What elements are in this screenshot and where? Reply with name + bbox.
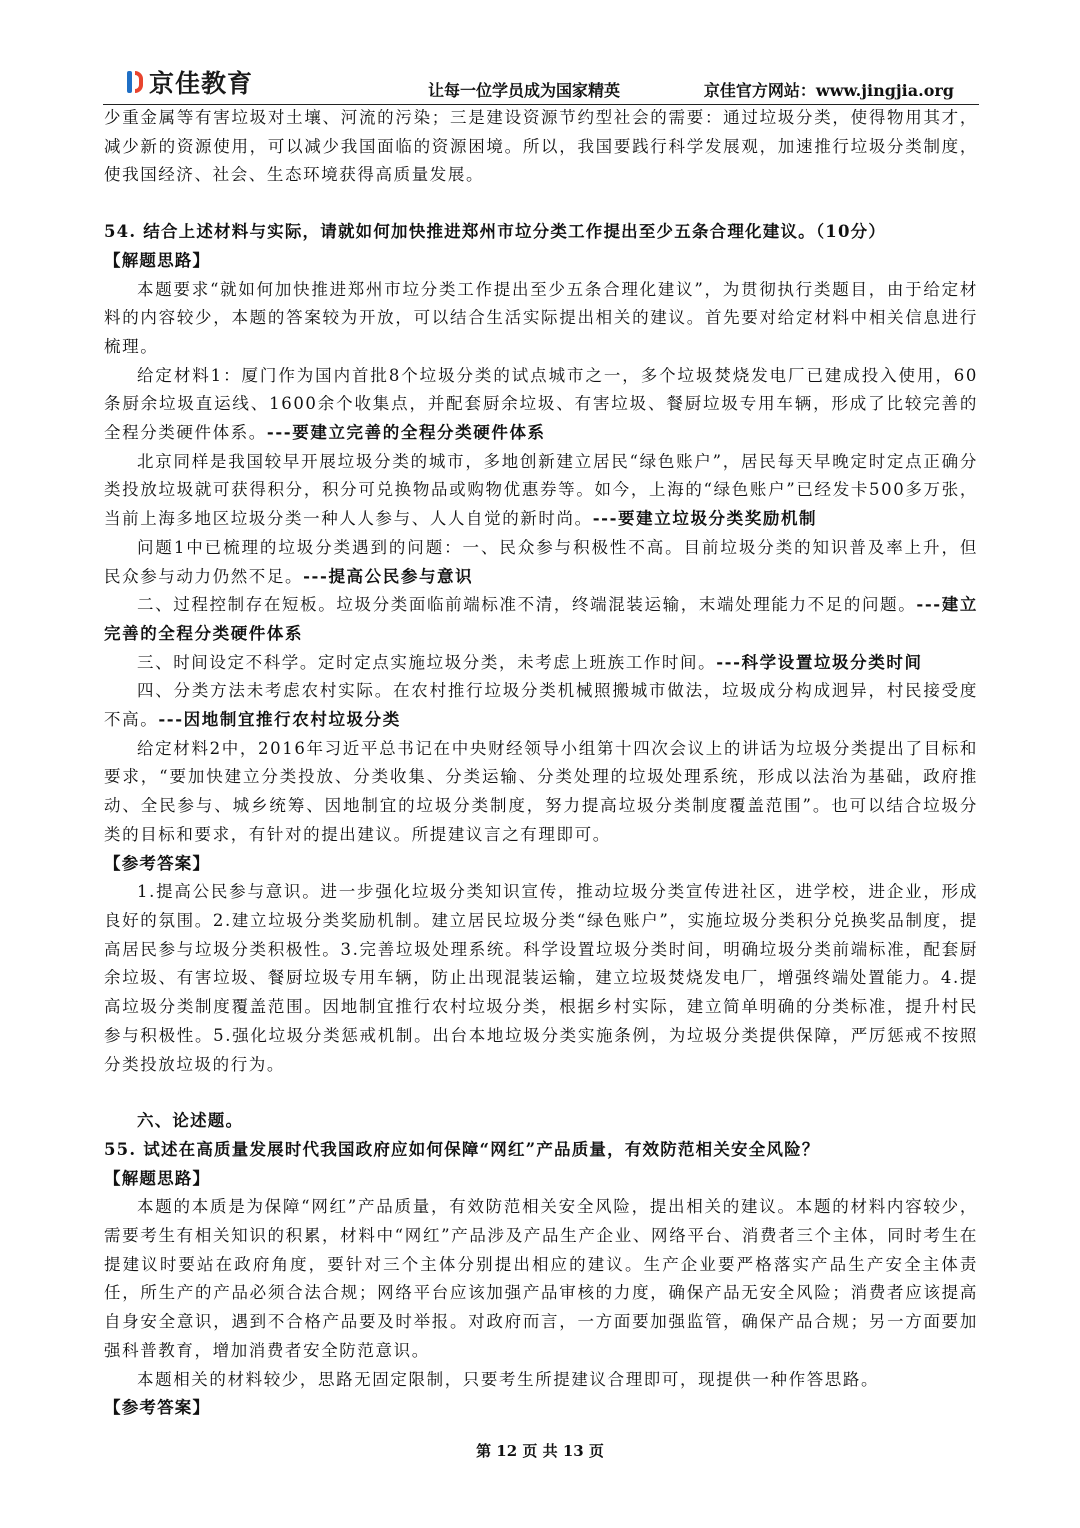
logo-mark-icon bbox=[125, 69, 145, 95]
q55-paragraph-2: 本题相关的材料较少，思路无固定限制，只要考生所提建议合理即可，现提供一种作答思路。 bbox=[137, 1369, 880, 1389]
header-website: 京佳官方网站：www.jingjia.org bbox=[703, 81, 954, 100]
q55-answer-label: 【参考答案】 bbox=[104, 1398, 211, 1418]
q54-paragraph-3: 北京同样是我国较早开展垃圾分类的城市，多地创新建立居民“绿色账户”，居民每天早晚定时定点正确分类投放垃圾就可获得积分，积分可兑换物品或购物优惠券等。如今，上海的“绿色账户”已经发卡500多万张，当前上海多地区垃圾分类一种人人参与、人人自觉的新时尚。---要建立垃圾分类奖励机制 bbox=[104, 451, 978, 529]
q54-paragraph-6: 三、时间设定不科学。定时定点实施垃圾分类，未考虑上班族工作时间。---科学设置垃圾分类时间 bbox=[137, 652, 923, 672]
page-content bbox=[104, 104, 978, 1423]
q54-p2-conclusion: ---要建立完善的全程分类硬件体系 bbox=[266, 423, 546, 443]
q54-title: 54. 结合上述材料与实际，请就如何加快推进郑州市垃分类工作提出至少五条合理化建议。（10分） bbox=[104, 222, 887, 242]
q54-answer: 1.提高公民参与意识。进一步强化垃圾分类知识宣传，推动垃圾分类宣传进社区，进学校，进企业，形成良好的氛围。2.建立垃圾分类奖励机制。建立居民垃圾分类“绿色账户”，实施垃圾分类积分兑换奖品制度，提高居民参与垃圾分类积极性。3.完善垃圾处理系统。科学设置垃圾分类时间，明确垃圾分类前端标准，配套厨余垃圾、有害垃圾、餐厨垃圾专用车辆，防止出现混装运输，建立垃圾焚烧发电厂，增强终端处置能力。4.提高垃圾分类制度覆盖范围。因地制宜推行农村垃圾分类，根据乡村实际，建立简单明确的分类标准，提升村民参与积极性。5.强化垃圾分类惩戒机制。出台本地垃圾分类实施条例，为垃圾分类提供保障，严厉惩戒不按照分类投放垃圾的行为。 bbox=[104, 882, 978, 1074]
q55-thinking-label: 【解题思路】 bbox=[104, 1168, 211, 1188]
logo-text: 京佳教育 bbox=[149, 69, 254, 98]
brand-logo bbox=[125, 68, 253, 96]
q54-p3-conclusion: ---要建立垃圾分类奖励机制 bbox=[592, 509, 818, 529]
page-header bbox=[103, 64, 979, 105]
page-number: 第 12 页 共 13 页 bbox=[476, 1442, 604, 1460]
intro-paragraph: 少重金属等有害垃圾对土壤、河流的污染；三是建设资源节约型社会的需要：通过垃圾分类，使得物用其才，减少新的资源使用，可以减少我国面临的资源困境。所以，我国要践行科学发展观，加速推行垃圾分类制度，使我国经济、社会、生态环境获得高质量发展。 bbox=[104, 108, 978, 185]
q54-p4-conclusion: ---提高公民参与意识 bbox=[303, 566, 474, 586]
q54-thinking-label: 【解题思路】 bbox=[104, 250, 211, 270]
q55-paragraph-1: 本题的本质是为保障“网红”产品质量，有效防范相关安全风险，提出相关的建议。本题的材料内容较少，需要考生有相关知识的积累，材料中“网红”产品涉及产品生产企业、网络平台、消费者三个主体，同时考生在提建议时要站在政府角度，要针对三个主体分别提出相应的建议。生产企业要严格落实产品生产安全主体责任，所生产的产品必须合法合规；网络平台应该加强产品审核的力度，确保产品无安全风险；消费者应该提高自身安全意识，遇到不合格产品要及时举报。对政府而言，一方面要加强监管，确保产品合规；另一方面要加强科普教育，增加消费者安全防范意识。 bbox=[104, 1197, 978, 1360]
header-slogan: 让每一位学员成为国家精英 bbox=[428, 81, 621, 100]
q54-paragraph-4: 问题1中已梳理的垃圾分类遇到的问题：一、民众参与积极性不高。目前垃圾分类的知识普及率上升，但民众参与动力仍然不足。---提高公民参与意识 bbox=[104, 537, 978, 586]
q54-paragraph-8: 给定材料2中，2016年习近平总书记在中央财经领导小组第十四次会议上的讲话为垃圾分类提出了目标和要求，“要加快建立分类投放、分类收集、分类运输、分类处理的垃圾处理系统，形成以法治为基础，政府推动、全民参与、城乡统筹、因地制宜的垃圾分类制度，努力提高垃圾分类制度覆盖范围”。也可以结合垃圾分类的目标和要求，有针对的提出建议。所提建议言之有理即可。 bbox=[104, 738, 978, 844]
q55-title: 55. 试述在高质量发展时代我国政府应如何保障“网红”产品质量，有效防范相关安全风险？ bbox=[104, 1139, 820, 1159]
q54-paragraph-5: 二、过程控制存在短板。垃圾分类面临前端标准不清，终端混装运输，末端处理能力不足的问题。---建立完善的全程分类硬件体系 bbox=[104, 595, 978, 643]
q54-paragraph-7: 四、分类方法未考虑农村实际。在农村推行垃圾分类机械照搬城市做法，垃圾成分构成迥异，村民接受度不高。---因地制宜推行农村垃圾分类 bbox=[104, 681, 978, 730]
q54-p5-conclusion: ---建立完善的全程分类硬件体系 bbox=[104, 595, 978, 643]
section-6-heading: 六、论述题。 bbox=[137, 1111, 244, 1131]
q54-paragraph-1: 本题要求“就如何加快推进郑州市垃分类工作提出至少五条合理化建议”，为贯彻执行类题目，由于给定材料的内容较少，本题的答案较为开放，可以结合生活实际提出相关的建议。首先要对给定材料中相关信息进行梳理。 bbox=[104, 279, 978, 356]
q54-p6-conclusion: ---科学设置垃圾分类时间 bbox=[716, 652, 923, 672]
q54-answer-label: 【参考答案】 bbox=[104, 853, 211, 873]
q54-paragraph-2: 给定材料1：厦门作为国内首批8个垃圾分类的试点城市之一，多个垃圾焚烧发电厂已建成投入使用，60条厨余垃圾直运线、1600余个收集点，并配套厨余垃圾、有害垃圾、餐厨垃圾专用车辆，形成了比较完善的全程分类硬件体系。---要建立完善的全程分类硬件体系 bbox=[104, 365, 978, 443]
q54-p7-conclusion: ---因地制宜推行农村垃圾分类 bbox=[158, 710, 401, 730]
